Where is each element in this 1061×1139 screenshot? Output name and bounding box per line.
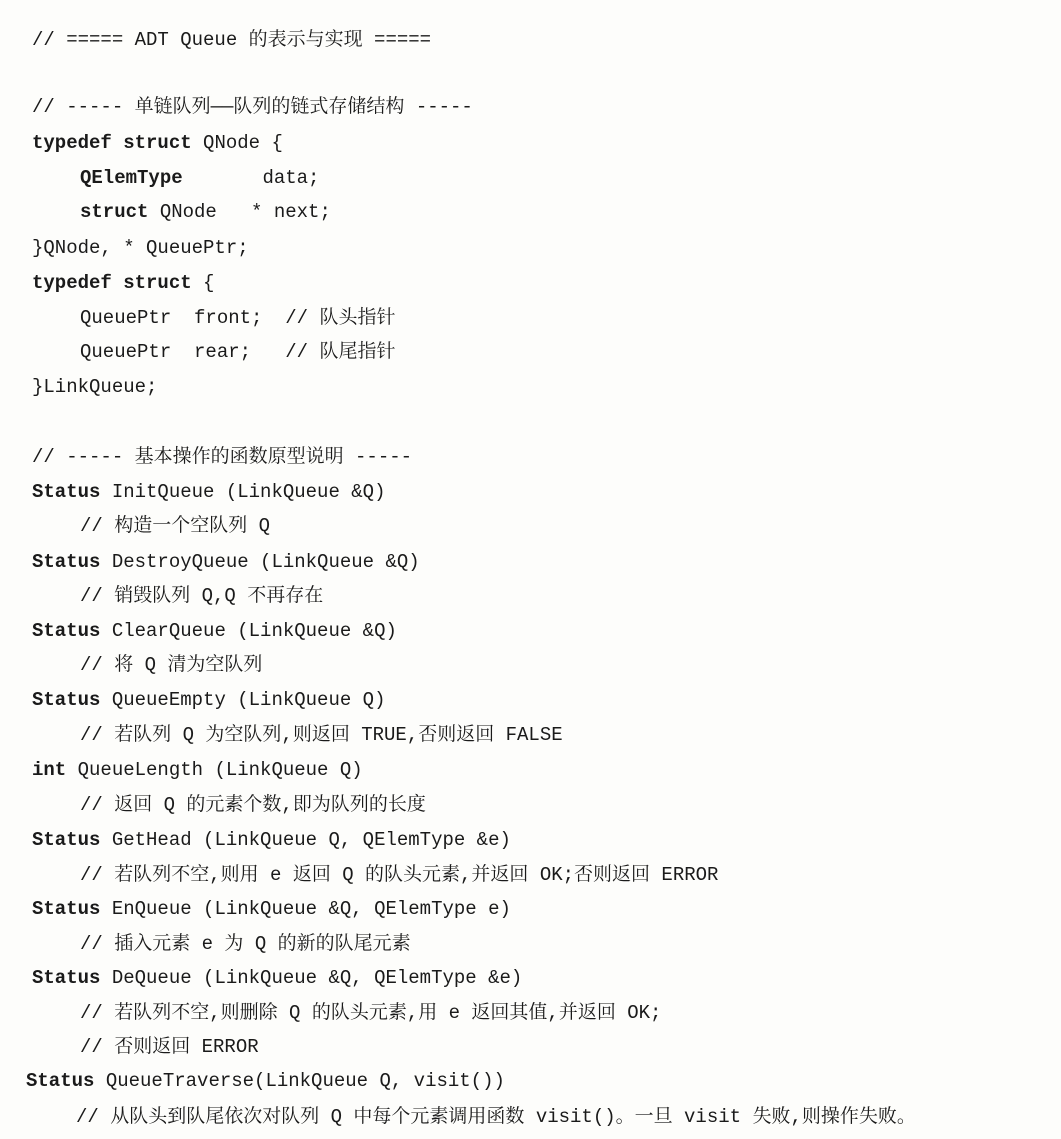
code-line	[80, 200, 331, 224]
code-text: GetHead (LinkQueue Q, QElemType &e)	[100, 829, 511, 851]
code-text: QueuePtr front; // 队头指针	[80, 307, 396, 329]
code-keyword: struct	[80, 201, 149, 223]
code-line	[32, 95, 473, 119]
code-line	[32, 688, 385, 712]
code-line	[76, 1105, 916, 1129]
code-line	[32, 758, 363, 782]
code-line	[80, 793, 426, 817]
code-keyword: Status	[32, 689, 101, 711]
code-keyword: Status	[32, 829, 101, 851]
code-text: // 若队列 Q 为空队列,则返回 TRUE,否则返回 FALSE	[80, 724, 563, 746]
code-line	[32, 550, 420, 574]
code-text: // 将 Q 清为空队列	[80, 654, 263, 676]
code-text: // 若队列不空,则删除 Q 的队头元素,用 e 返回其值,并返回 OK;	[80, 1002, 662, 1024]
code-line	[32, 619, 397, 643]
code-text: DestroyQueue (LinkQueue &Q)	[100, 551, 420, 573]
code-text: QNode {	[191, 132, 283, 154]
code-text: // ----- 基本操作的函数原型说明 -----	[32, 446, 413, 468]
code-keyword: int	[32, 759, 67, 781]
code-text: data;	[182, 167, 320, 189]
code-text: }LinkQueue;	[32, 376, 158, 398]
code-line	[32, 445, 412, 469]
code-line	[80, 932, 411, 956]
code-line	[80, 340, 395, 364]
code-text: DeQueue (LinkQueue &Q, QElemType &e)	[100, 967, 523, 989]
code-text: QueueTraverse(LinkQueue Q, visit())	[94, 1070, 505, 1092]
code-text: // 否则返回 ERROR	[80, 1036, 259, 1058]
code-keyword: typedef struct	[32, 132, 192, 154]
code-line	[80, 306, 395, 330]
code-line	[32, 375, 157, 399]
code-keyword: Status	[32, 481, 101, 503]
code-line	[32, 480, 385, 504]
code-text: {	[191, 272, 215, 294]
code-line	[80, 1001, 661, 1025]
code-keyword: Status	[26, 1070, 95, 1092]
code-text: }QNode, * QueuePtr;	[32, 237, 249, 259]
code-keyword: Status	[32, 620, 101, 642]
code-line	[80, 1035, 259, 1059]
code-text: // 从队头到队尾依次对队列 Q 中每个元素调用函数 visit()。一旦 visit 失败,则操作失败。	[76, 1106, 916, 1128]
code-line	[80, 653, 262, 677]
code-text: InitQueue (LinkQueue &Q)	[100, 481, 386, 503]
code-text: // 销毁队列 Q,Q 不再存在	[80, 585, 324, 607]
code-text: // 构造一个空队列 Q	[80, 515, 271, 537]
code-line	[32, 131, 283, 155]
code-text: QueuePtr rear; // 队尾指针	[80, 341, 396, 363]
code-line	[32, 271, 214, 295]
code-text: ClearQueue (LinkQueue &Q)	[100, 620, 397, 642]
code-line	[80, 514, 270, 538]
code-line	[80, 584, 323, 608]
code-line	[32, 966, 522, 990]
code-line	[80, 723, 563, 747]
code-keyword: typedef struct	[32, 272, 192, 294]
code-text: // ===== ADT Queue 的表示与实现 =====	[32, 29, 432, 51]
code-text: // 若队列不空,则用 e 返回 Q 的队头元素,并返回 OK;否则返回 ERROR	[80, 864, 719, 886]
code-keyword: QElemType	[80, 167, 183, 189]
code-line	[32, 828, 511, 852]
code-text: EnQueue (LinkQueue &Q, QElemType e)	[100, 898, 511, 920]
code-keyword: Status	[32, 551, 101, 573]
code-line	[32, 897, 511, 921]
code-line	[80, 166, 319, 190]
code-text: // ----- 单链队列——队列的链式存储结构 -----	[32, 96, 473, 118]
code-line	[32, 28, 431, 52]
code-keyword: Status	[32, 967, 101, 989]
code-text: // 返回 Q 的元素个数,即为队列的长度	[80, 794, 426, 816]
code-line	[32, 236, 249, 260]
code-text: // 插入元素 e 为 Q 的新的队尾元素	[80, 933, 411, 955]
code-line	[26, 1069, 505, 1093]
code-text: QueueLength (LinkQueue Q)	[66, 759, 363, 781]
code-text: QueueEmpty (LinkQueue Q)	[100, 689, 386, 711]
code-keyword: Status	[32, 898, 101, 920]
code-text: QNode * next;	[148, 201, 331, 223]
code-line	[80, 863, 718, 887]
